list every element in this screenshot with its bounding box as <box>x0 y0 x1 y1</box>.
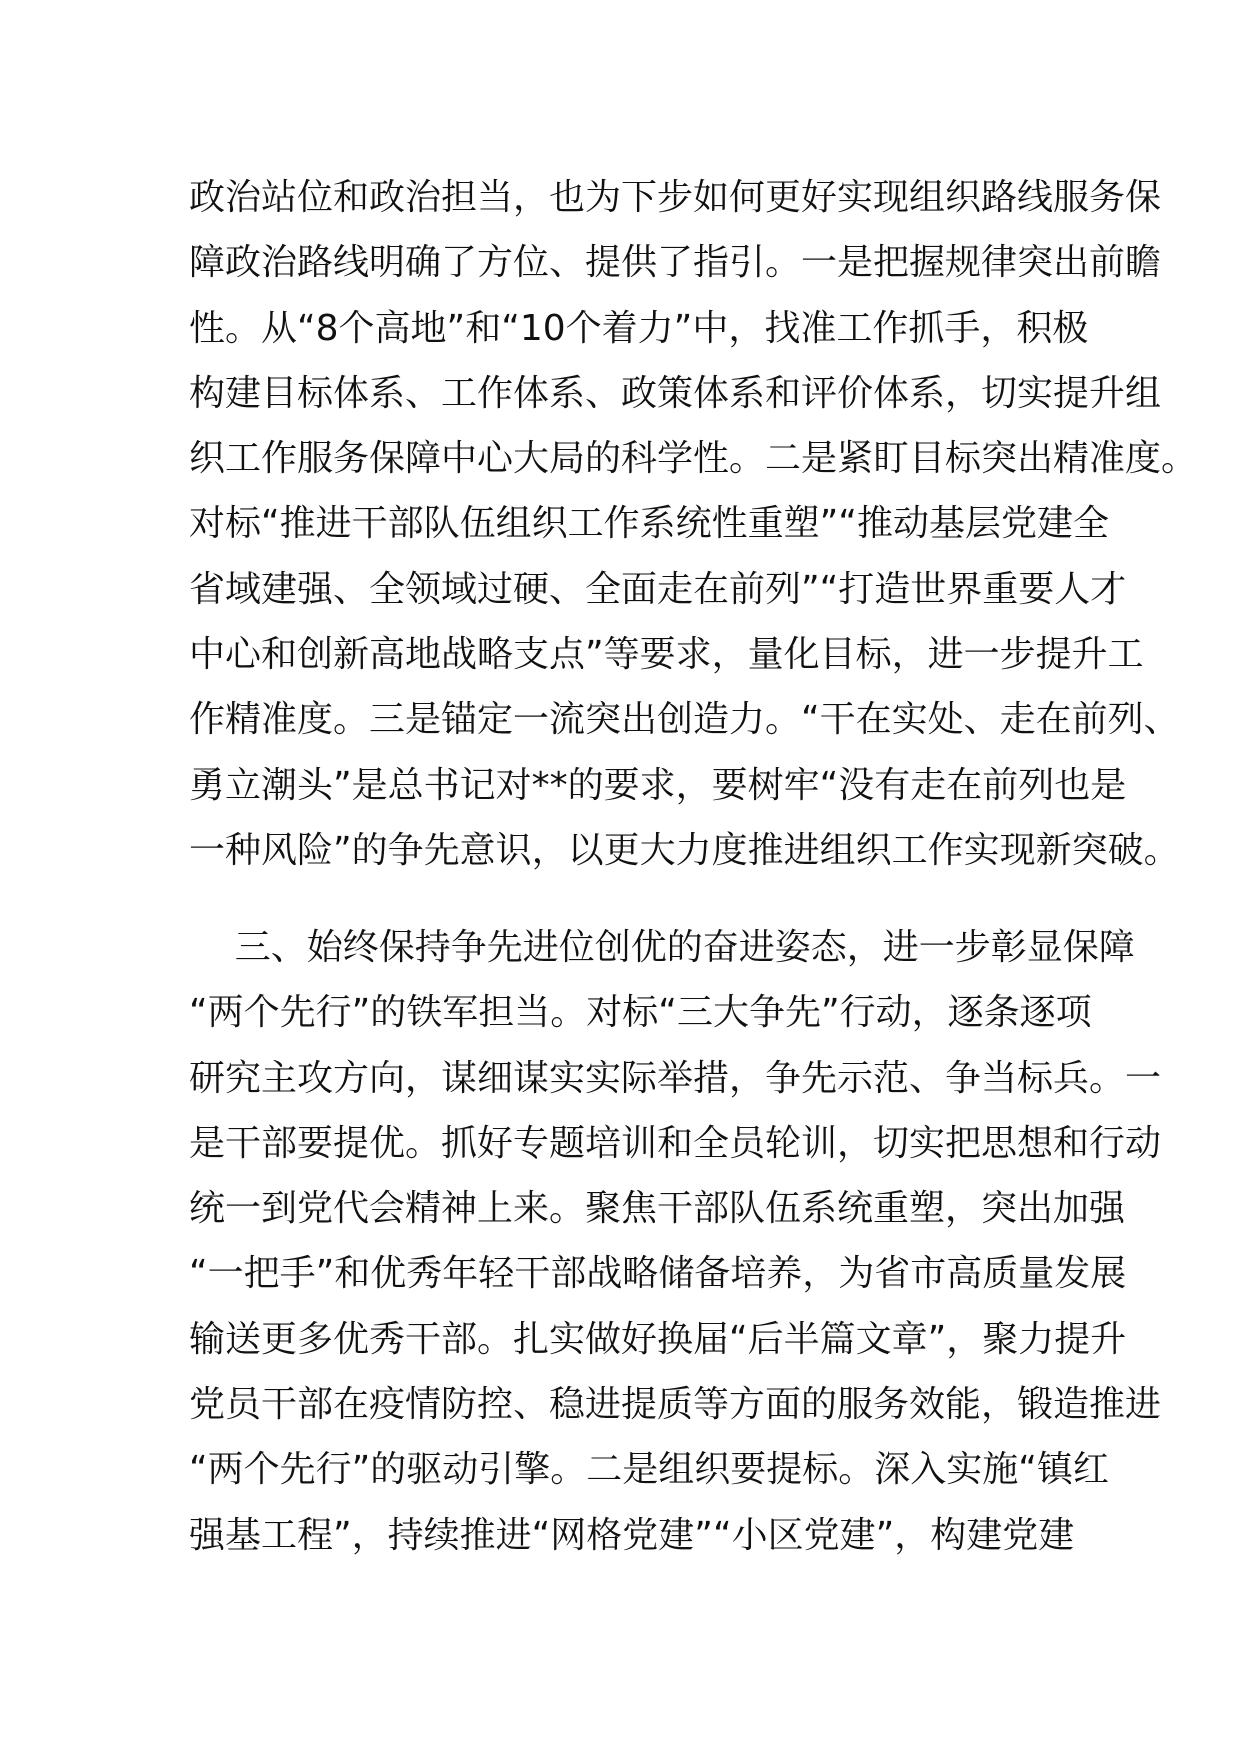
text-line: 勇立潮头”是总书记对**的要求，要树牢“没有走在前列也是 <box>189 764 1127 806</box>
paragraph-section-three <box>189 915 1162 1568</box>
text-line: 作精准度。三是锚定一流突出创造力。“干在实处、走在前列、 <box>189 699 1180 741</box>
text-line: 输送更多优秀干部。扎实做好换届“后半篇文章”，聚力提升 <box>189 1318 1127 1360</box>
text-line: 政治站位和政治担当，也为下步如何更好实现组织路线服务保 <box>189 177 1162 218</box>
text-line: 省域建强、全领域过硬、全面走在前列”“打造世界重要人才 <box>189 568 1127 610</box>
text-line: 统一到党代会精神上来。聚焦干部队伍系统重塑，突出加强 <box>189 1188 1126 1230</box>
text-line: 研究主攻方向，谋细谋实实际举措，争先示范、争当标兵。一 <box>189 1057 1162 1099</box>
text-line: “两个先行”的驱动引擎。二是组织要提标。深入实施“镇红 <box>189 1449 1109 1491</box>
text-line: 织工作服务保障中心大局的科学性。二是紧盯目标突出精准度。 <box>189 438 1198 480</box>
text-line: 三、始终保持争先进位创优的奋进姿态，进一步彰显保障 <box>189 927 1135 968</box>
text-line: 构建目标体系、工作体系、政策体系和评价体系，切实提升组 <box>189 372 1162 414</box>
paragraph-continuation <box>189 165 1198 883</box>
text-line: 障政治路线明确了方位、提供了指引。一是把握规律突出前瞻 <box>189 242 1162 284</box>
text-line: 中心和创新高地战略支点”等要求，量化目标，进一步提升工 <box>189 634 1144 676</box>
text-line: 党员干部在疫情防控、稳进提质等方面的服务效能，锻造推进 <box>189 1384 1162 1426</box>
text-line: “一把手”和优秀年轻干部战略储备培养，为省市高质量发展 <box>189 1253 1127 1295</box>
text-line: 是干部要提优。抓好专题培训和全员轮训，切实把思想和行动 <box>189 1122 1162 1164</box>
text-line: 一种风险”的争先意识，以更大力度推进组织工作实现新突破。 <box>189 829 1180 871</box>
text-line: 性。从“8个高地”和“10个着力”中，找准工作抓手，积极 <box>189 307 1089 349</box>
text-line: 对标“推进干部队伍组织工作系统性重塑”“推动基层党建全 <box>189 503 1109 545</box>
text-line: “两个先行”的铁军担当。对标“三大争先”行动，逐条逐项 <box>189 992 1092 1034</box>
text-line: 强基工程”，持续推进“网格党建”“小区党建”，构建党建 <box>189 1514 1075 1556</box>
